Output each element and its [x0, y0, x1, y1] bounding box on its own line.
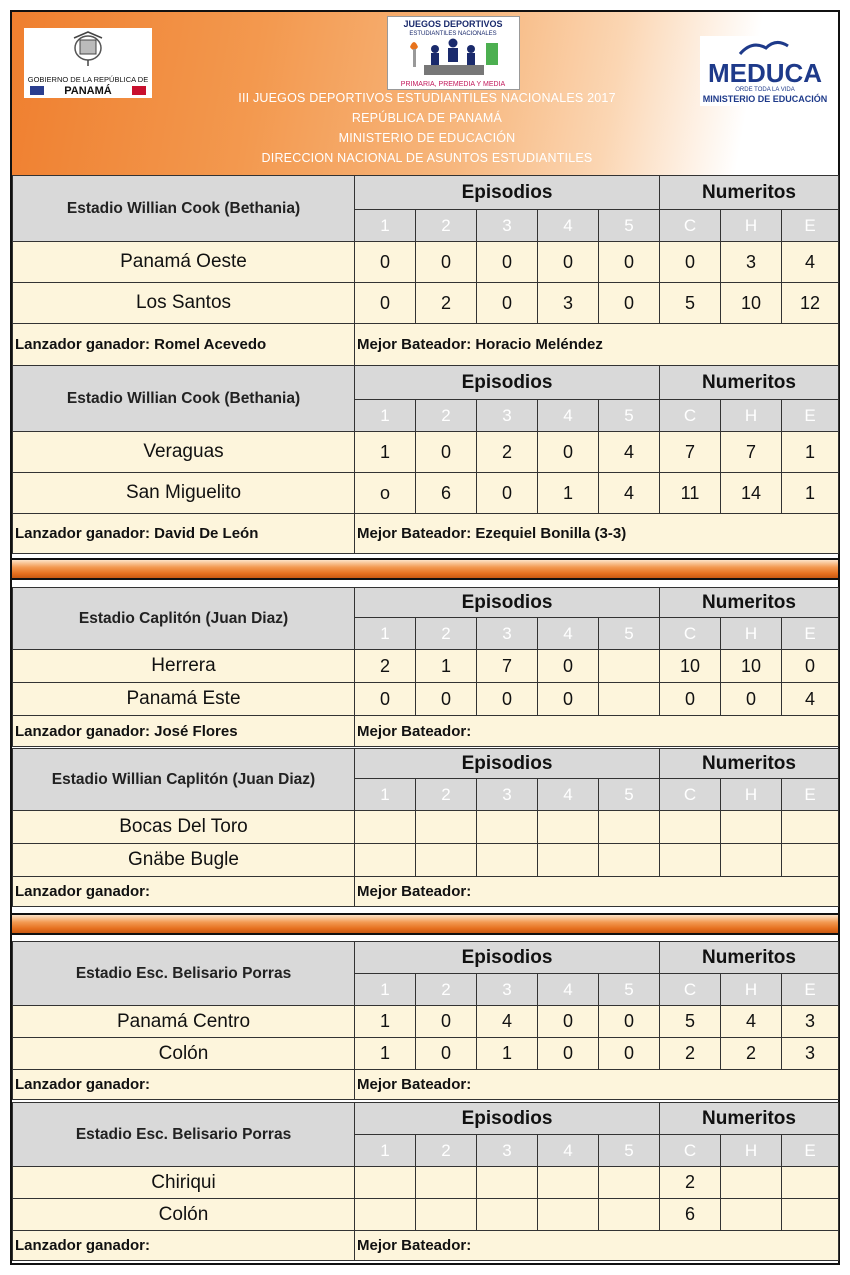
inning-score — [416, 1199, 477, 1231]
stat-value: 4 — [721, 1006, 782, 1038]
inning-score: 6 — [416, 473, 477, 514]
game-footer-row — [13, 514, 839, 554]
team-name: Gnäbe Bugle — [13, 844, 355, 877]
inning-score: 0 — [599, 242, 660, 283]
stat-value: 3 — [782, 1038, 839, 1070]
team-row — [13, 432, 839, 473]
stat-value — [721, 844, 782, 877]
team-row — [13, 650, 839, 683]
inning-number-header: 1 — [355, 779, 416, 811]
inning-score: 0 — [416, 1006, 477, 1038]
stat-value: 2 — [721, 1038, 782, 1070]
games-logo — [387, 16, 520, 90]
numeritos-header: Numeritos — [660, 588, 839, 618]
stat-value: 5 — [660, 283, 721, 324]
stat-value — [721, 1167, 782, 1199]
meduca-name: MEDUCA — [707, 58, 823, 88]
inning-score: 2 — [416, 283, 477, 324]
inning-score — [416, 811, 477, 844]
inning-score: 3 — [538, 283, 599, 324]
inning-score: 0 — [538, 242, 599, 283]
stat-header: C — [660, 618, 721, 650]
inning-number-header: 1 — [355, 210, 416, 242]
inning-score: 4 — [599, 432, 660, 473]
games-logo-subtitle: PRIMARIA, PREMEDIA Y MEDIA — [400, 81, 506, 88]
stat-value: 10 — [660, 650, 721, 683]
inning-score — [477, 811, 538, 844]
stat-header: E — [782, 974, 839, 1006]
team-name: Colón — [13, 1199, 355, 1231]
inning-score: 0 — [355, 242, 416, 283]
inning-number-header: 3 — [477, 1135, 538, 1167]
stat-header: E — [782, 1135, 839, 1167]
inning-score: 0 — [599, 1006, 660, 1038]
gov-logo-text-1: GOBIERNO DE LA REPÚBLICA DE — [27, 75, 149, 84]
team-row — [13, 844, 839, 877]
inning-number-header: 4 — [538, 779, 599, 811]
inning-score — [477, 844, 538, 877]
episodios-header: Episodios — [355, 749, 660, 779]
team-name: Colón — [13, 1038, 355, 1070]
stat-value: 5 — [660, 1006, 721, 1038]
stat-header: H — [721, 210, 782, 242]
inning-score — [416, 844, 477, 877]
inning-score: o — [355, 473, 416, 514]
inning-number-header: 3 — [477, 400, 538, 432]
game-table — [12, 365, 839, 554]
inning-number-header: 3 — [477, 974, 538, 1006]
team-row — [13, 1006, 839, 1038]
episodios-header: Episodios — [355, 1103, 660, 1135]
episodios-header: Episodios — [355, 366, 660, 400]
inning-number-header: 2 — [416, 400, 477, 432]
inning-number-header: 4 — [538, 618, 599, 650]
inning-score: 0 — [355, 283, 416, 324]
inning-score: 0 — [416, 432, 477, 473]
venue-label: Estadio Willian Cook (Bethania) — [13, 176, 355, 242]
coat-of-arms-icon — [24, 28, 152, 98]
section-separator — [12, 913, 838, 935]
scoreboard-sheet — [10, 10, 840, 1265]
inning-score: 0 — [599, 1038, 660, 1070]
inning-score — [477, 1199, 538, 1231]
inning-score — [355, 1199, 416, 1231]
inning-number-header: 4 — [538, 1135, 599, 1167]
header-line-3: MINISTERIO DE EDUCACIÓN — [338, 131, 516, 145]
numeritos-header: Numeritos — [660, 942, 839, 974]
inning-score: 1 — [416, 650, 477, 683]
team-name: Los Santos — [13, 283, 355, 324]
game-footer-row — [13, 716, 839, 747]
inning-score — [416, 1167, 477, 1199]
game-footer-row — [13, 877, 839, 907]
game-table — [12, 1102, 839, 1261]
best-batter: Mejor Bateador: — [355, 1231, 839, 1261]
team-row — [13, 811, 839, 844]
team-name: Bocas Del Toro — [13, 811, 355, 844]
stat-value: 0 — [660, 242, 721, 283]
inning-score — [538, 844, 599, 877]
games-logo-title-2: ESTUDIANTILES NACIONALES — [409, 31, 497, 37]
inning-score: 0 — [416, 1038, 477, 1070]
best-batter: Mejor Bateador: Ezequiel Bonilla (3-3) — [355, 514, 839, 554]
venue-label: Estadio Willian Caplitón (Juan Diaz) — [13, 749, 355, 811]
inning-score — [599, 1199, 660, 1231]
best-batter: Mejor Bateador: — [355, 877, 839, 907]
inning-number-header: 1 — [355, 1135, 416, 1167]
inning-score: 1 — [355, 1006, 416, 1038]
team-row — [13, 1199, 839, 1231]
inning-score: 0 — [355, 683, 416, 716]
inning-score: 0 — [538, 1038, 599, 1070]
numeritos-header: Numeritos — [660, 1103, 839, 1135]
inning-number-header: 2 — [416, 210, 477, 242]
inning-score — [599, 1167, 660, 1199]
inning-score: 0 — [538, 683, 599, 716]
inning-score: 0 — [599, 283, 660, 324]
inning-number-header: 3 — [477, 779, 538, 811]
inning-number-header: 1 — [355, 974, 416, 1006]
stat-header: C — [660, 210, 721, 242]
inning-score — [355, 1167, 416, 1199]
header-line-1: III JUEGOS DEPORTIVOS ESTUDIANTILES NACIONALES 2017 — [238, 91, 616, 105]
inning-score: 0 — [416, 242, 477, 283]
stat-value: 10 — [721, 650, 782, 683]
meduca-logo — [700, 36, 830, 106]
meduca-sub: MINISTERIO DE EDUCACIÓN — [702, 94, 828, 104]
inning-number-header: 3 — [477, 210, 538, 242]
game-footer-row — [13, 1070, 839, 1100]
team-row — [13, 1038, 839, 1070]
inning-score — [599, 650, 660, 683]
inning-number-header: 4 — [538, 400, 599, 432]
inning-number-header: 2 — [416, 974, 477, 1006]
game-footer-row — [13, 324, 839, 366]
team-name: Panamá Centro — [13, 1006, 355, 1038]
stat-value — [660, 844, 721, 877]
stat-value: 2 — [660, 1167, 721, 1199]
team-row — [13, 242, 839, 283]
stat-header: H — [721, 974, 782, 1006]
inning-score: 1 — [477, 1038, 538, 1070]
stat-value — [782, 844, 839, 877]
stat-header: C — [660, 1135, 721, 1167]
stat-value — [782, 1199, 839, 1231]
stat-header: E — [782, 210, 839, 242]
inning-number-header: 4 — [538, 974, 599, 1006]
game-block — [12, 587, 838, 747]
inning-number-header: 5 — [599, 210, 660, 242]
stat-header: H — [721, 779, 782, 811]
inning-score — [599, 683, 660, 716]
inning-score: 0 — [477, 683, 538, 716]
game-table — [12, 175, 839, 366]
numeritos-header: Numeritos — [660, 749, 839, 779]
stat-header: H — [721, 618, 782, 650]
inning-score — [477, 1167, 538, 1199]
inning-score: 0 — [538, 1006, 599, 1038]
gov-logo-text-2: PANAMÁ — [64, 85, 112, 97]
team-name: Herrera — [13, 650, 355, 683]
stat-value: 14 — [721, 473, 782, 514]
header-row — [13, 1103, 839, 1135]
inning-number-header: 5 — [599, 779, 660, 811]
inning-score: 0 — [477, 283, 538, 324]
team-row — [13, 283, 839, 324]
numeritos-header: Numeritos — [660, 176, 839, 210]
stat-header: C — [660, 400, 721, 432]
game-table — [12, 941, 839, 1100]
stat-header: E — [782, 618, 839, 650]
team-name: Chiriqui — [13, 1167, 355, 1199]
winning-pitcher: Lanzador ganador: José Flores — [13, 716, 355, 747]
inning-score: 7 — [477, 650, 538, 683]
best-batter: Mejor Bateador: — [355, 716, 839, 747]
header-row — [13, 366, 839, 400]
game-block — [12, 365, 838, 554]
winning-pitcher: Lanzador ganador: — [13, 1070, 355, 1100]
stat-header: H — [721, 1135, 782, 1167]
athletes-podium-icon — [388, 17, 519, 89]
inning-number-header: 5 — [599, 618, 660, 650]
team-row — [13, 683, 839, 716]
episodios-header: Episodios — [355, 588, 660, 618]
inning-score: 0 — [477, 473, 538, 514]
stat-value — [660, 811, 721, 844]
stat-value: 1 — [782, 432, 839, 473]
stat-value: 4 — [782, 683, 839, 716]
winning-pitcher: Lanzador ganador: Romel Acevedo — [13, 324, 355, 366]
stat-value: 1 — [782, 473, 839, 514]
stat-value: 6 — [660, 1199, 721, 1231]
venue-label: Estadio Esc. Belisario Porras — [13, 942, 355, 1006]
inning-score: 1 — [355, 1038, 416, 1070]
inning-score: 4 — [477, 1006, 538, 1038]
inning-score — [599, 811, 660, 844]
stat-value: 0 — [660, 683, 721, 716]
stat-value: 0 — [721, 683, 782, 716]
stat-value: 3 — [782, 1006, 839, 1038]
venue-label: Estadio Willian Cook (Bethania) — [13, 366, 355, 432]
header-banner — [12, 12, 838, 175]
team-row — [13, 473, 839, 514]
team-name: Panamá Oeste — [13, 242, 355, 283]
stat-header: E — [782, 400, 839, 432]
game-block — [12, 941, 838, 1100]
stat-value: 10 — [721, 283, 782, 324]
inning-number-header: 5 — [599, 974, 660, 1006]
stat-value: 7 — [660, 432, 721, 473]
inning-number-header: 4 — [538, 210, 599, 242]
inning-score: 0 — [538, 650, 599, 683]
government-logo — [24, 28, 152, 98]
inning-score — [599, 844, 660, 877]
header-line-2: REPÚBLICA DE PANAMÁ — [351, 111, 503, 125]
inning-number-header: 1 — [355, 618, 416, 650]
inning-number-header: 2 — [416, 1135, 477, 1167]
numeritos-header: Numeritos — [660, 366, 839, 400]
meduca-logo-icon — [700, 36, 830, 106]
stat-value — [721, 1199, 782, 1231]
team-name: Veraguas — [13, 432, 355, 473]
stat-value: 4 — [782, 242, 839, 283]
stat-value: 2 — [660, 1038, 721, 1070]
header-line-4: DIRECCION NACIONAL DE ASUNTOS ESTUDIANTILES — [261, 151, 593, 165]
inning-score: 0 — [538, 432, 599, 473]
stat-value — [782, 1167, 839, 1199]
inning-score — [538, 811, 599, 844]
team-name: Panamá Este — [13, 683, 355, 716]
winning-pitcher: Lanzador ganador: David De León — [13, 514, 355, 554]
game-block — [12, 175, 838, 366]
stat-header: E — [782, 779, 839, 811]
inning-number-header: 5 — [599, 400, 660, 432]
stat-header: C — [660, 779, 721, 811]
game-footer-row — [13, 1231, 839, 1261]
inning-score — [538, 1199, 599, 1231]
header-row — [13, 176, 839, 210]
inning-score: 4 — [599, 473, 660, 514]
meduca-tagline: ORDE TODA LA VIDA — [735, 87, 795, 93]
inning-score: 0 — [477, 242, 538, 283]
inning-number-header: 2 — [416, 779, 477, 811]
venue-label: Estadio Caplitón (Juan Diaz) — [13, 588, 355, 650]
game-block — [12, 748, 838, 907]
stat-value: 12 — [782, 283, 839, 324]
episodios-header: Episodios — [355, 176, 660, 210]
inning-score — [355, 811, 416, 844]
stat-value: 0 — [782, 650, 839, 683]
episodios-header: Episodios — [355, 942, 660, 974]
inning-number-header: 1 — [355, 400, 416, 432]
inning-score: 1 — [355, 432, 416, 473]
inning-number-header: 2 — [416, 618, 477, 650]
header-row — [13, 942, 839, 974]
stat-value: 11 — [660, 473, 721, 514]
inning-score: 2 — [477, 432, 538, 473]
best-batter: Mejor Bateador: — [355, 1070, 839, 1100]
venue-label: Estadio Esc. Belisario Porras — [13, 1103, 355, 1167]
stat-value — [721, 811, 782, 844]
inning-score — [355, 844, 416, 877]
team-row — [13, 1167, 839, 1199]
stat-header: C — [660, 974, 721, 1006]
inning-score — [538, 1167, 599, 1199]
stat-value: 7 — [721, 432, 782, 473]
inning-number-header: 5 — [599, 1135, 660, 1167]
team-name: San Miguelito — [13, 473, 355, 514]
header-row — [13, 749, 839, 779]
inning-number-header: 3 — [477, 618, 538, 650]
games-logo-title-1: JUEGOS DEPORTIVOS — [403, 19, 503, 29]
inning-score: 1 — [538, 473, 599, 514]
best-batter: Mejor Bateador: Horacio Meléndez — [355, 324, 839, 366]
game-table — [12, 587, 839, 747]
inning-score: 2 — [355, 650, 416, 683]
stat-value: 3 — [721, 242, 782, 283]
game-block — [12, 1102, 838, 1261]
winning-pitcher: Lanzador ganador: — [13, 877, 355, 907]
header-row — [13, 588, 839, 618]
inning-score: 0 — [416, 683, 477, 716]
section-separator — [12, 558, 838, 580]
stat-header: H — [721, 400, 782, 432]
game-table — [12, 748, 839, 907]
stat-value — [782, 811, 839, 844]
winning-pitcher: Lanzador ganador: — [13, 1231, 355, 1261]
